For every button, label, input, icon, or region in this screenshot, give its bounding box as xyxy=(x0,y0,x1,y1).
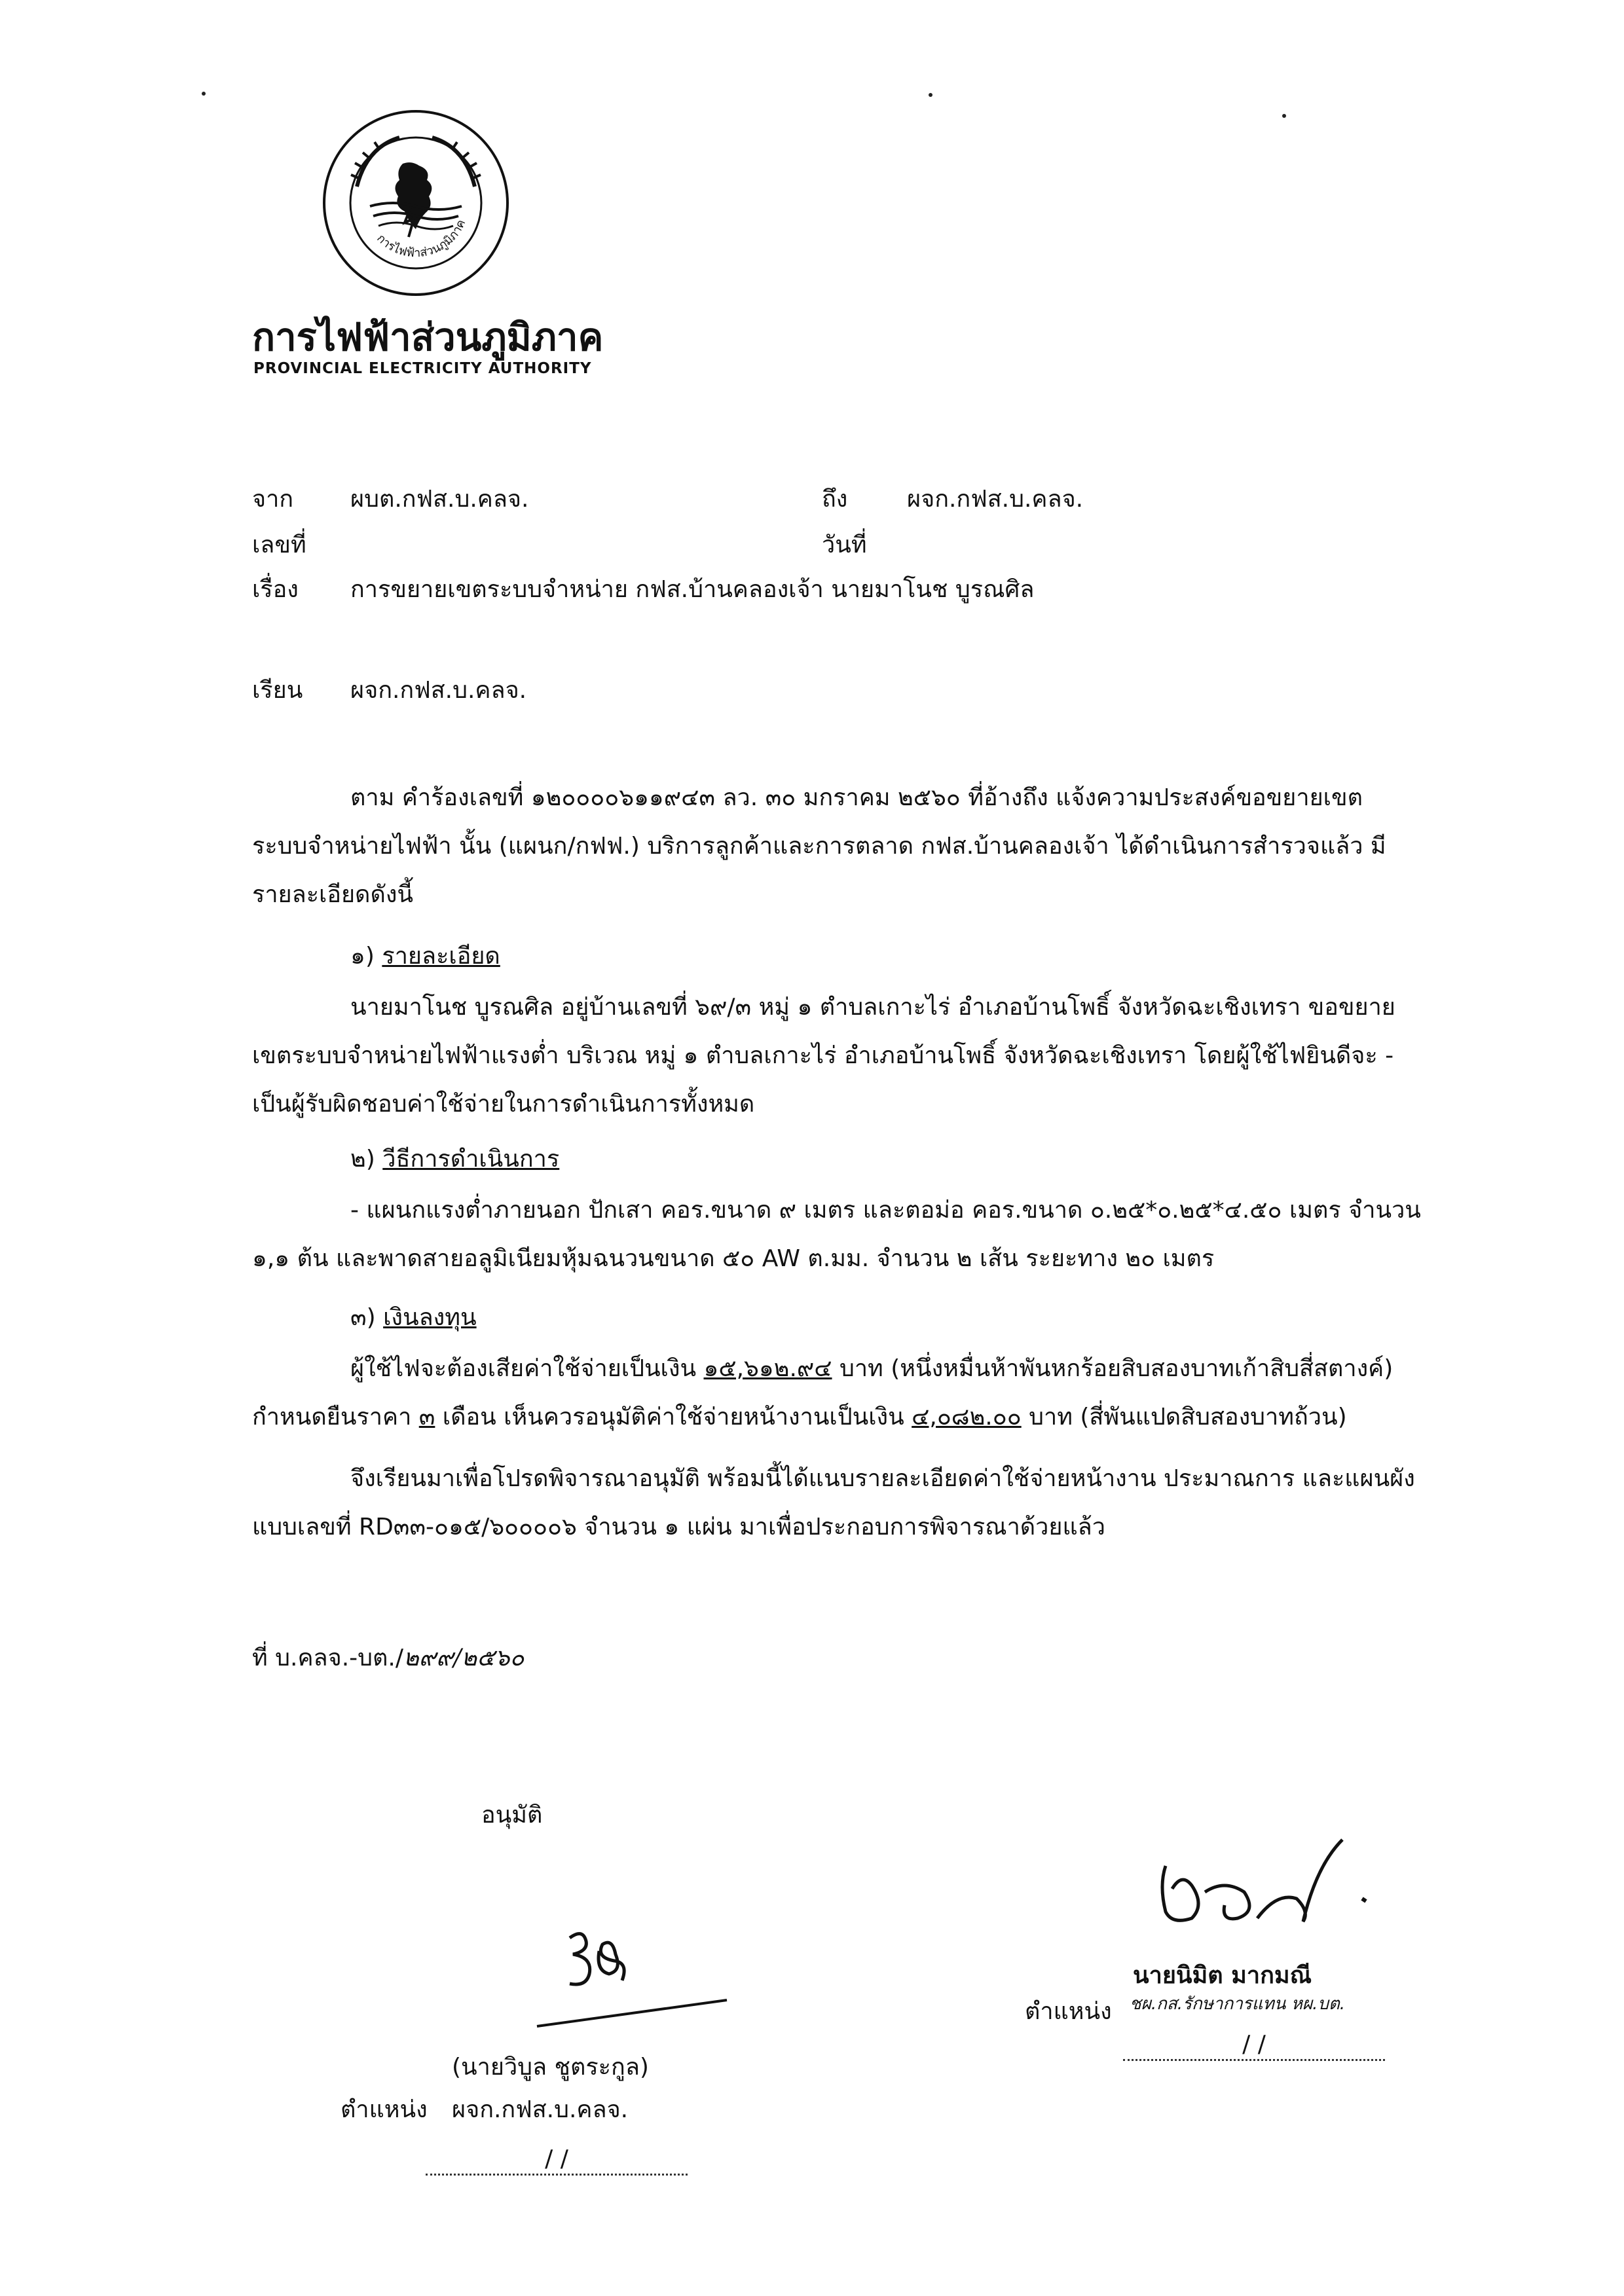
intro-line: ตาม คำร้องเลขที่ ๑๒๐๐๐๐๖๑๑๙๔๓ ลว. ๓๐ มกราคม ๒๕๖๐ ที่อ้างถึง แจ้งความประสงค์ขอขยายเขต xyxy=(350,784,1363,811)
handwritten-reference: ๒๙๙/๒๕๖๐ xyxy=(403,1645,525,1671)
body-line: เป็นผู้รับผิดชอบค่าใช้จ่ายในการดำเนินการทั้งหมด xyxy=(252,1091,755,1118)
body-line: เขตระบบจำหน่ายไฟฟ้าแรงต่ำ บริเวณ หมู่ ๑ ตำบลเกาะไร่ อำเภอบ้านโพธิ์ จังหวัดฉะเชิงเทรา โดยผู้ใช้ไฟยินดีจะ - xyxy=(252,1042,1394,1069)
to-value: ผจก.กฟส.บ.คลจ. xyxy=(907,486,1084,513)
from-value: ผบต.กฟส.บ.คลจ. xyxy=(350,486,529,513)
subject-value: การขยายเขตระบบจำหน่าย กฟส.บ้านคลองเจ้า นายมาโนช บูรณศิล xyxy=(350,576,1035,603)
requester-position-label: ตำแหน่ง xyxy=(1025,1998,1112,2025)
price-validity-months: ๓ xyxy=(418,1404,435,1430)
section-number: ๓) xyxy=(350,1304,376,1331)
body-line: - แผนกแรงต่ำภายนอก ปักเสา คอร.ขนาด ๙ เมตร และตอม่อ คอร.ขนาด ๐.๒๕*๐.๒๕*๔.๕๐ เมตร จำนวน xyxy=(350,1197,1421,1224)
section-2-body xyxy=(252,1186,1529,1283)
reference-number: ที่ บ.คลจ.-บต./๒๙๙/๒๕๖๐ xyxy=(252,1645,525,1671)
scan-speck xyxy=(1282,114,1286,118)
section-2-heading xyxy=(350,1144,559,1174)
scan-speck xyxy=(929,93,932,97)
closing-paragraph xyxy=(252,1455,1529,1552)
field-cost-amount: ๔,๐๘๒.๐๐ xyxy=(912,1404,1022,1430)
salutation-value: ผจก.กฟส.บ.คลจ. xyxy=(350,677,527,704)
closing-line: แบบเลขที่ RD๓๓-๐๑๕/๖๐๐๐๐๖ จำนวน ๑ แผ่น มาเพื่อประกอบการพิจารณาด้วยแล้ว xyxy=(252,1514,1105,1540)
requester-position-value: ชผ.กส.รักษาการแทน หผ.บต. xyxy=(1130,1994,1345,2014)
section-3-heading xyxy=(350,1303,477,1332)
section-3-body xyxy=(252,1345,1529,1442)
document-number-label: เลขที่ xyxy=(252,532,306,558)
requester-name: นายนิมิต มากมณี xyxy=(1133,1962,1312,1989)
salutation-label: เรียน xyxy=(252,677,303,704)
scan-speck xyxy=(202,92,206,96)
subject-label: เรื่อง xyxy=(252,576,299,603)
section-1-body xyxy=(252,983,1529,1129)
closing-line: จึงเรียนมาเพื่อโปรดพิจารณาอนุมัติ พร้อมนี้ได้แนบรายละเอียดค่าใช้จ่ายหน้างาน ประมาณการ และแผนผัง xyxy=(350,1465,1415,1492)
body-line: นายมาโนช บูรณศิล อยู่บ้านเลขที่ ๖๙/๓ หมู่ ๑ ตำบลเกาะไร่ อำเภอบ้านโพธิ์ จังหวัดฉะเชิงเทรา ขอขยาย xyxy=(350,994,1395,1021)
pea-seal-logo xyxy=(321,108,511,298)
approval-label: อนุมัติ xyxy=(481,1802,543,1829)
approver-position-label: ตำแหน่ง xyxy=(341,2096,428,2123)
body-line: ผู้ใช้ไฟจะต้องเสียค่าใช้จ่ายเป็นเงิน ๑๕,๖๑๒.๙๔ บาท (หนึ่งหมื่นห้าพันหกร้อยสิบสองบาทเก้าสิบสี่สตางค์) xyxy=(350,1355,1393,1382)
section-title: เงินลงทุน xyxy=(383,1304,477,1331)
section-title: รายละเอียด xyxy=(382,943,500,970)
intro-line: รายละเอียดดังนี้ xyxy=(252,881,414,908)
total-cost-amount: ๑๕,๖๑๒.๙๔ xyxy=(703,1355,832,1382)
date-label: วันที่ xyxy=(822,532,867,558)
body-line: กำหนดยืนราคา ๓ เดือน เห็นควรอนุมัติค่าใช้จ่ายหน้างานเป็นเงิน ๔,๐๘๒.๐๐ บาท (สี่พันแปดสิบสองบาทถ้วน) xyxy=(252,1404,1347,1430)
approver-date-line: / / xyxy=(426,2144,688,2176)
section-number: ๒) xyxy=(350,1146,375,1173)
body-line: ๑,๑ ต้น และพาดสายอลูมิเนียมหุ้มฉนวนขนาด ๕๐ AW ต.มม. จำนวน ๒ เส้น ระยะทาง ๒๐ เมตร xyxy=(252,1245,1215,1272)
from-label: จาก xyxy=(252,486,294,513)
org-name-english: PROVINCIAL ELECTRICITY AUTHORITY xyxy=(253,360,592,377)
requester-signature xyxy=(1146,1827,1395,1958)
approver-signature xyxy=(530,1925,740,2036)
intro-paragraph xyxy=(252,774,1529,919)
section-1-heading xyxy=(350,941,500,971)
org-name-thai: การไฟฟ้าส่วนภูมิภาค xyxy=(252,315,604,359)
section-title: วีธีการดำเนินการ xyxy=(382,1146,560,1173)
approver-position-value: ผจก.กฟส.บ.คลจ. xyxy=(452,2096,629,2123)
section-number: ๑) xyxy=(350,943,375,970)
intro-line: ระบบจำหน่ายไฟฟ้า นั้น (แผนก/กฟฟ.) บริการลูกค้าและการตลาด กฟส.บ้านคลองเจ้า ได้ดำเนินการสำรวจแล้ว มี xyxy=(252,833,1386,860)
requester-date-line: / / xyxy=(1123,2030,1385,2061)
to-label: ถึง xyxy=(822,486,848,513)
svg-text:การไฟฟ้าส่วนภูมิภาค: การไฟฟ้าส่วนภูมิภาค xyxy=(374,217,469,261)
approver-name: (นายวิบูล ชูตระกูล) xyxy=(452,2054,649,2081)
